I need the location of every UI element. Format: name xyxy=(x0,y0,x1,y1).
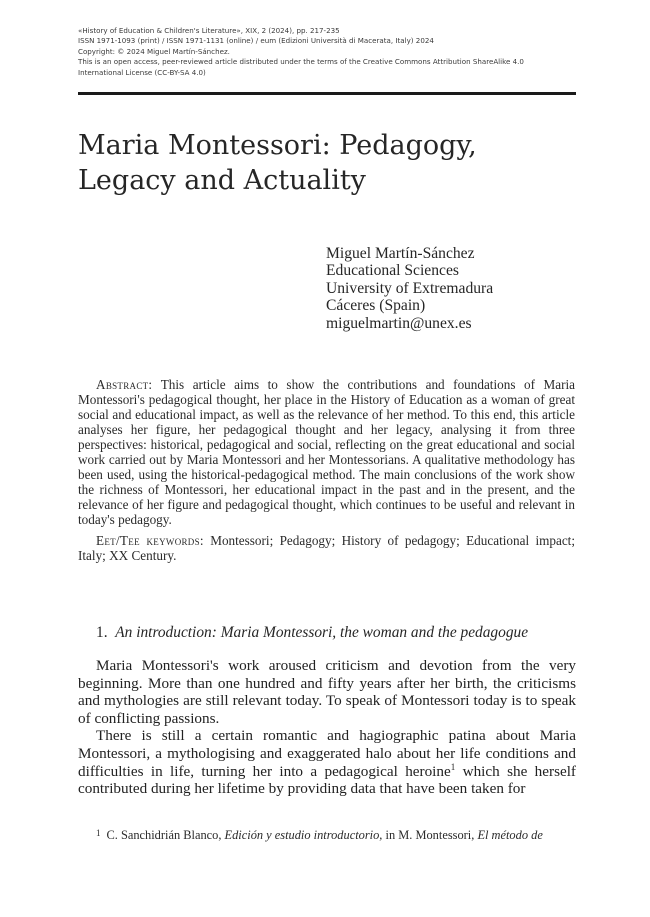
abstract-label: Abstract: xyxy=(96,377,153,392)
abstract-paragraph xyxy=(78,377,575,527)
author-affiliation xyxy=(326,245,586,332)
journal-header xyxy=(78,26,578,78)
article-title: Maria Montessori: Pedagogy, Legacy and Actuality xyxy=(78,130,477,196)
author-name: Miguel Martín-Sánchez xyxy=(326,245,475,262)
header-rule xyxy=(78,92,576,95)
footnote-work-title: Edición y estudio introductorio, xyxy=(224,828,383,842)
footnote-author: C. Sanchidrián Blanco, xyxy=(106,828,222,842)
copyright-line: Copyright: © 2024 Miguel Martín-Sánchez. xyxy=(78,46,230,56)
body-paragraph: Maria Montessori's work aroused criticism and devotion from the very beginning. More than one hundred and fifty years after her birth, the criticisms and mythologies are still relevant today. To speak of Montessori today is to speak of conflicting passions. xyxy=(78,657,576,727)
footnote xyxy=(96,826,586,843)
license-line-cont: International License (CC-BY-SA 4.0) xyxy=(78,67,206,77)
author-university: University of Extremadura xyxy=(326,279,494,297)
section-number: 1. xyxy=(96,624,108,641)
author-email: miguelmartin@unex.es xyxy=(326,314,472,332)
body-text-part: which she herself contributed during her lifetime by providing data that have been taken for xyxy=(78,762,576,798)
body-text-part: There is still a certain romantic and hagiographic patina about Maria Montessori, a mythologising and exaggerated halo about her life conditions and difficulties in life, turning her into a pedagogical heroine xyxy=(78,727,576,780)
footnote-number: 1 xyxy=(96,828,101,838)
keywords-paragraph xyxy=(78,533,575,563)
section-title: An introduction: Maria Montessori, the woman and the pedagogue xyxy=(115,624,529,641)
abstract-text: This article aims to show the contributions and foundations of Maria Montessori's pedagogical thought, her place in the History of Education as a woman of great social and educational impact, as well as the relevance of her method. To this end, this article analyses her figure, her pedagogical thought and her legacy, analysing it from three perspectives: historical, pedagogical and social, reflecting on the great educational and social work carried out by Maria Montessori and her Montessorians. A qualitative methodology has been used, using the historical-pedagogical method. The main conclusions of the work show the richness of Montessori, her educational impact in the past and in the present, and the relevance of her figure and pedagogical thought, which continues to be useful and relevant in today's pedagogy. xyxy=(78,377,575,527)
keywords-text: Montessori; Pedagogy; History of pedagogy; Educational impact; Italy; XX Century. xyxy=(78,533,576,563)
author-location: Cáceres (Spain) xyxy=(326,297,426,315)
keywords-label: Eet/Tee keywords: xyxy=(96,533,204,548)
body-paragraph xyxy=(78,727,576,797)
section-heading xyxy=(96,624,576,642)
abstract-section xyxy=(78,377,575,563)
footnote-book-title: El método de xyxy=(477,828,543,842)
issn-line: ISSN 1971-1093 (print) / ISSN 1971-1131 (online) / eum (Edizioni Università di Macerata, Italy) 2024 xyxy=(78,36,434,46)
author-department: Educational Sciences xyxy=(326,262,459,280)
footnote-reference[interactable]: 1 xyxy=(450,761,456,772)
footnote-middle: in M. Montessori, xyxy=(385,828,475,842)
license-line: This is an open access, peer-reviewed article distributed under the terms of the Creative Commons Attribution ShareAlike 4.0 xyxy=(78,57,524,67)
journal-citation: «History of Education & Children's Literature», XIX, 2 (2024), pp. 217-235 xyxy=(78,26,340,35)
section-body xyxy=(78,657,576,798)
